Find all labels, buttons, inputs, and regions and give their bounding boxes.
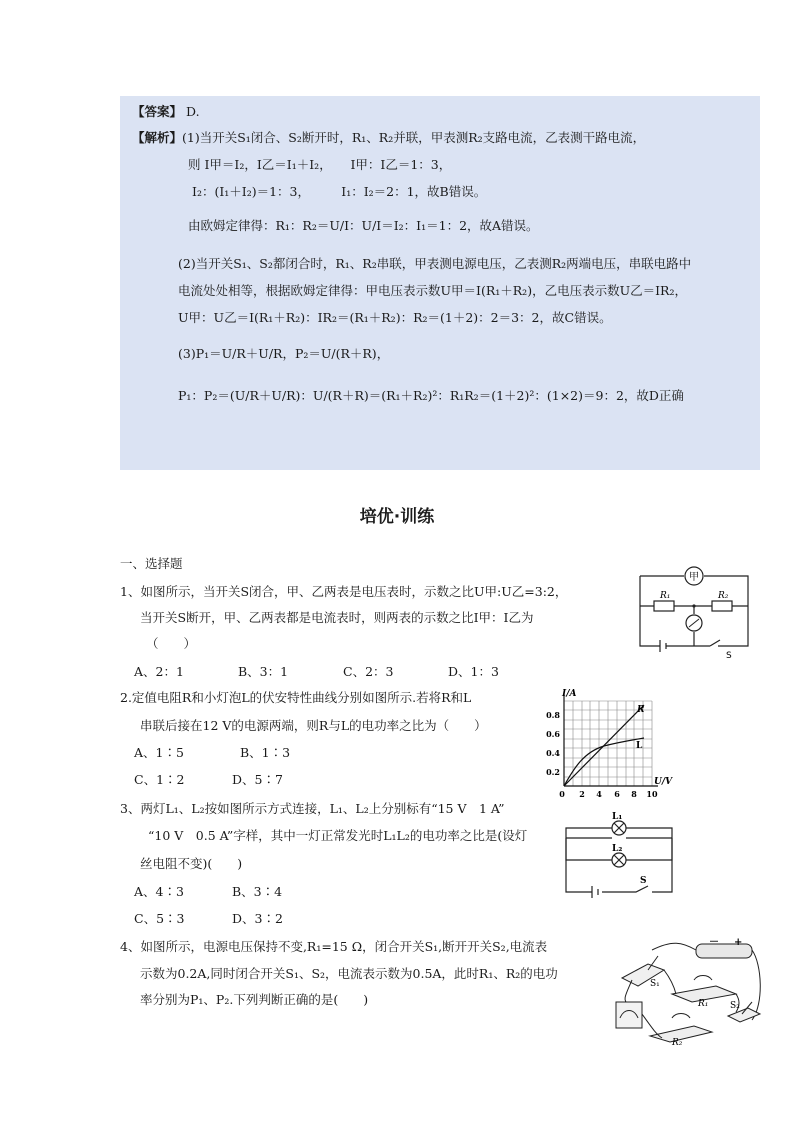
fig2-ytick-3: 0.8 [546,710,560,720]
fig2-ytick-2: 0.6 [546,729,560,739]
analysis-line-4: 由欧姆定律得：R₁：R₂＝U/I：U/I＝I₂：I₁＝1：2，故A错误。 [188,218,539,233]
figure-4-physical-circuit [612,934,768,1046]
q3-option-a: A、4∶3 [134,884,184,899]
q3-option-c: C、5∶3 [134,911,185,926]
fig2-l-label: L [636,741,643,751]
q2-option-b: B、1∶3 [240,745,291,760]
answer-label: 【答案】 [132,104,183,119]
q2-line-2: 串联后接在12 V的电源两端，则R与L的电功率之比为（ ） [140,718,487,733]
q1-line-3: （ ） [146,636,197,651]
analysis-line-7: U甲：U乙＝I(R₁＋R₂)：IR₂＝(R₁＋R₂)：R₂＝(1＋2)：2＝3：2，故C错误。 [178,310,612,325]
q3-line-3: 丝电阻不变)( ) [140,856,243,871]
fig2-ylabel: I/A [562,689,577,699]
section-title: 培优·训练 [359,507,435,527]
figure-2-iu-graph [534,686,674,804]
q2-option-c: C、1∶2 [134,772,185,787]
fig1-r2-label: R₂ [718,591,729,601]
fig1-r1-label: R₁ [660,591,671,601]
fig4-plus-label: + [734,937,743,948]
q1-option-c: C、2：3 [343,664,394,679]
analysis-line-6: 电流处处相等，根据欧姆定律得：甲电压表示数U甲＝I(R₁＋R₂)，乙电压表示数U乙＝IR₂， [178,283,687,298]
fig3-l2-label: L₂ [612,844,623,854]
fig3-switch-label: S [640,876,647,886]
fig1-meter-label: 甲 [689,572,699,583]
answer-value: D. [186,104,200,119]
fig2-ytick-0: 0.2 [546,767,560,777]
fig4-r2-label: R₂ [672,1038,683,1046]
q3-option-d: D、3∶2 [232,911,283,926]
fig2-xtick-0: 0 [559,789,565,799]
fig2-xtick-4: 8 [631,789,637,799]
fig4-s1-label: S₁ [650,979,660,989]
q3-option-b: B、3∶4 [232,884,283,899]
analysis-text-1: (1)当开关S₁闭合、S₂断开时，R₁、R₂并联，甲表测R₂支路电流，乙表测干路电流， [182,130,646,145]
q3-line-1: 3、两灯L₁、L₂按如图所示方式连接，L₁、L₂上分别标有“15 V 1 A” [120,801,505,816]
q4-line-1: 4、如图所示，电源电压保持不变,R₁=15 Ω，闭合开关S₁,断开开关S₂,电流表 [120,939,548,954]
fig2-ytick-1: 0.4 [546,748,560,758]
fig4-minus-label: － [709,937,719,948]
fig2-xlabel: U/V [654,777,673,787]
figure-3-lamps-circuit [562,808,682,904]
fig2-xtick-2: 4 [596,789,602,799]
fig4-r1-label: R₁ [698,999,709,1009]
q1-option-a: A、2：1 [134,664,184,679]
analysis-line-2: 则 I甲＝I₂，I乙＝I₁＋I₂， I甲：I乙＝1：3， [188,157,452,172]
part-label: 一、选择题 [120,556,183,571]
fig1-switch-label: S [726,651,732,660]
q4-line-2: 示数为0.2A,同时闭合开关S₁、S₂，电流表示数为0.5A，此时R₁、R₂的电功 [140,966,558,981]
q1-option-b: B、3：1 [238,664,289,679]
q2-option-a: A、1∶5 [134,745,184,760]
analysis-line-9: P₁：P₂＝(U/R＋U/R)：U/(R＋R)＝(R₁＋R₂)²：R₁R₂＝(1＋2)²：(1×2)＝9：2，故D正确 [178,388,684,403]
fig2-xtick-5: 10 [646,789,658,799]
answer-line [132,104,200,120]
fig2-r-label: R [637,705,645,715]
fig2-xtick-1: 2 [579,789,585,799]
q2-line-1: 2.定值电阻R和小灯泡L的伏安特性曲线分别如图所示.若将R和L [120,690,472,705]
q1-line-2: 当开关S断开，甲、乙两表都是电流表时，则两表的示数之比I甲：I乙为 [140,610,534,625]
fig4-s2-label: S₂ [730,1001,740,1011]
analysis-line-1 [132,130,645,146]
q2-option-d: D、5∶7 [232,772,283,787]
fig3-l1-label: L₁ [612,812,623,822]
analysis-label: 【解析】 [132,130,183,145]
q1-option-d: D、1：3 [448,664,499,679]
q4-line-3: 率分别为P₁、P₂.下列判断正确的是( ) [140,992,369,1007]
analysis-line-5: (2)当开关S₁、S₂都闭合时，R₁、R₂串联，甲表测电源电压，乙表测R₂两端电压，串联电路中 [178,256,692,271]
q1-line-1: 1、如图所示，当开关S闭合，甲、乙两表是电压表时，示数之比U甲:U乙=3:2， [120,584,568,599]
analysis-line-3: I₂：(I₁＋I₂)＝1：3， I₁：I₂＝2：1，故B错误。 [192,184,487,199]
figure-1-circuit [630,564,758,660]
analysis-line-8: (3)P₁＝U/R＋U/R，P₂＝U/(R＋R)， [178,346,390,361]
q3-line-2: “10 V 0.5 A”字样，其中一灯正常发光时L₁L₂的电功率之比是(设灯 [148,828,528,843]
fig2-xtick-3: 6 [614,789,620,799]
